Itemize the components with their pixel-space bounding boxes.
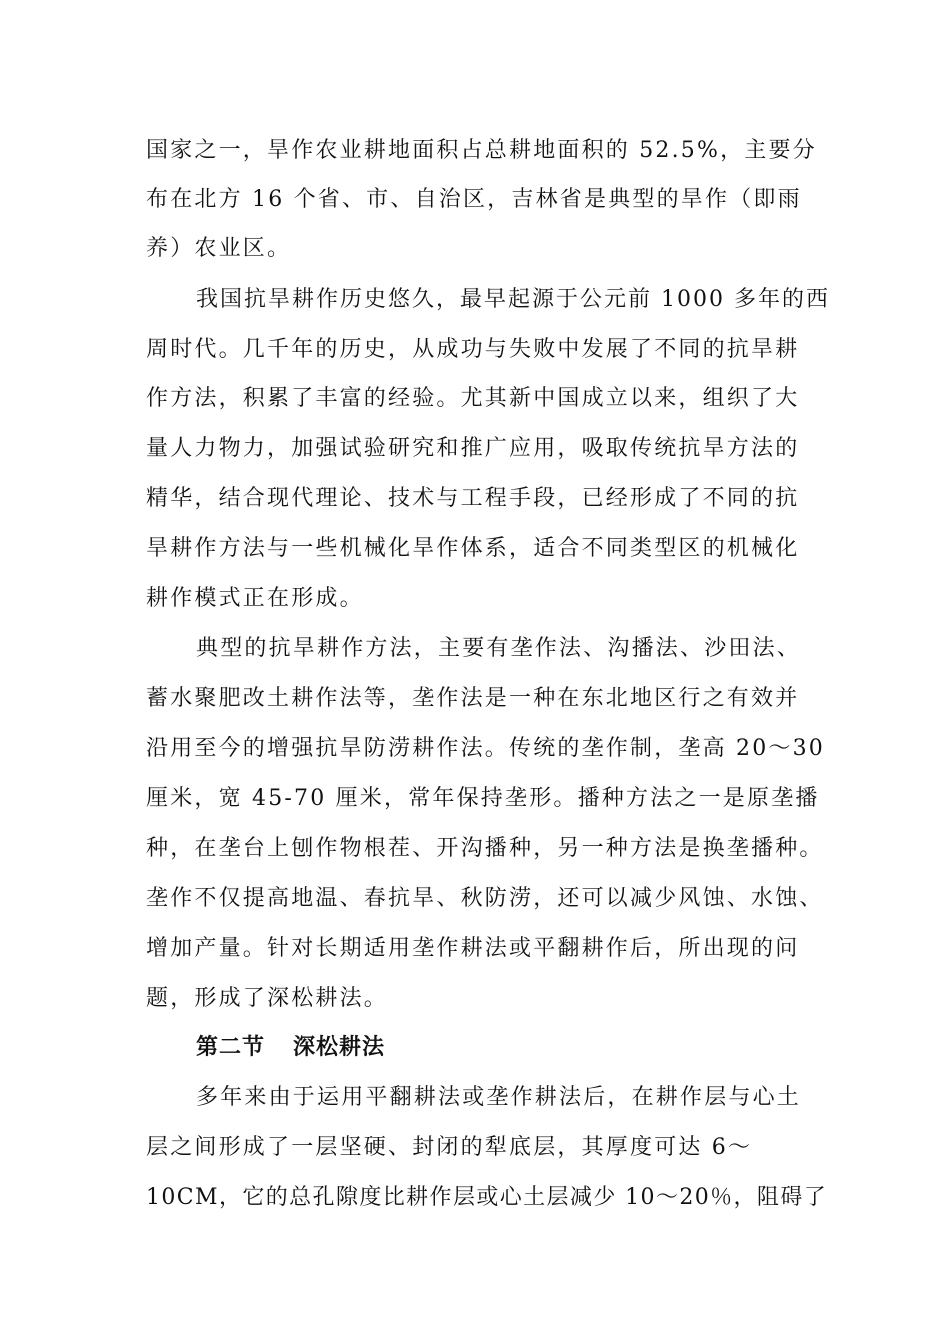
paragraph-2-line-3: 作方法，积累了丰富的经验。尤其新中国成立以来，组织了大 [146, 386, 800, 411]
section-paragraph-line-1: 多年来由于运用平翻耕法或垄作耕法后，在耕作层与心土 [196, 1085, 802, 1110]
paragraph-3-line-7: 增加产量。针对长期适用垄作耕法或平翻耕作后，所出现的问 [146, 936, 800, 961]
paragraph-2-line-6: 旱耕作方法与一些机械化旱作体系，适合不同类型区的机械化 [146, 536, 800, 561]
paragraph-3-line-5: 种，在垄台上刨作物根茬、开沟播种，另一种方法是换垄播种。 [146, 836, 824, 861]
paragraph-3-line-4: 厘米，宽 45-70 厘米，常年保持垄形。播种方法之一是原垄播 [146, 786, 820, 811]
paragraph-2-line-4: 量人力物力，加强试验研究和推广应用，吸取传统抗旱方法的 [146, 436, 800, 461]
paragraph-3-line-2: 蓄水聚肥改土耕作法等，垄作法是一种在东北地区行之有效并 [146, 686, 800, 711]
paragraph-3-line-1: 典型的抗旱耕作方法，主要有垄作法、沟播法、沙田法、 [196, 636, 802, 661]
paragraph-1-line-2: 布在北方 16 个省、市、自治区，吉林省是典型的旱作（即雨 [146, 187, 802, 212]
section-paragraph-line-2: 层之间形成了一层坚硬、封闭的犁底层，其厚度可达 6～ [146, 1135, 753, 1160]
paragraph-2-line-7: 耕作模式正在形成。 [146, 586, 364, 611]
paragraph-2-line-2: 周时代。几千年的历史，从成功与失败中发展了不同的抗旱耕 [146, 337, 800, 362]
paragraph-2-line-5: 精华，结合现代理论、技术与工程手段，已经形成了不同的抗 [146, 486, 800, 511]
paragraph-1-line-1: 国家之一，旱作农业耕地面积占总耕地面积的 52.5%，主要分 [146, 138, 817, 163]
section-title: 深松耕法 [293, 1035, 386, 1060]
paragraph-1-line-3: 养）农业区。 [146, 236, 292, 261]
paragraph-3-line-3: 沿用至今的增强抗旱防涝耕作法。传统的垄作制，垄高 20～30 [146, 736, 825, 761]
section-number: 第二节 [196, 1035, 266, 1060]
paragraph-2-line-1: 我国抗旱耕作历史悠久，最早起源于公元前 1000 多年的西 [196, 287, 830, 312]
paragraph-3-line-6: 垄作不仅提高地温、春抗旱、秋防涝，还可以减少风蚀、水蚀、 [146, 886, 824, 911]
paragraph-3-line-8: 题，形成了深松耕法。 [146, 986, 389, 1011]
section-heading [196, 1033, 385, 1063]
section-paragraph-line-3: 10CM，它的总孔隙度比耕作层或心土层减少 10～20％，阻碍了 [146, 1185, 828, 1210]
